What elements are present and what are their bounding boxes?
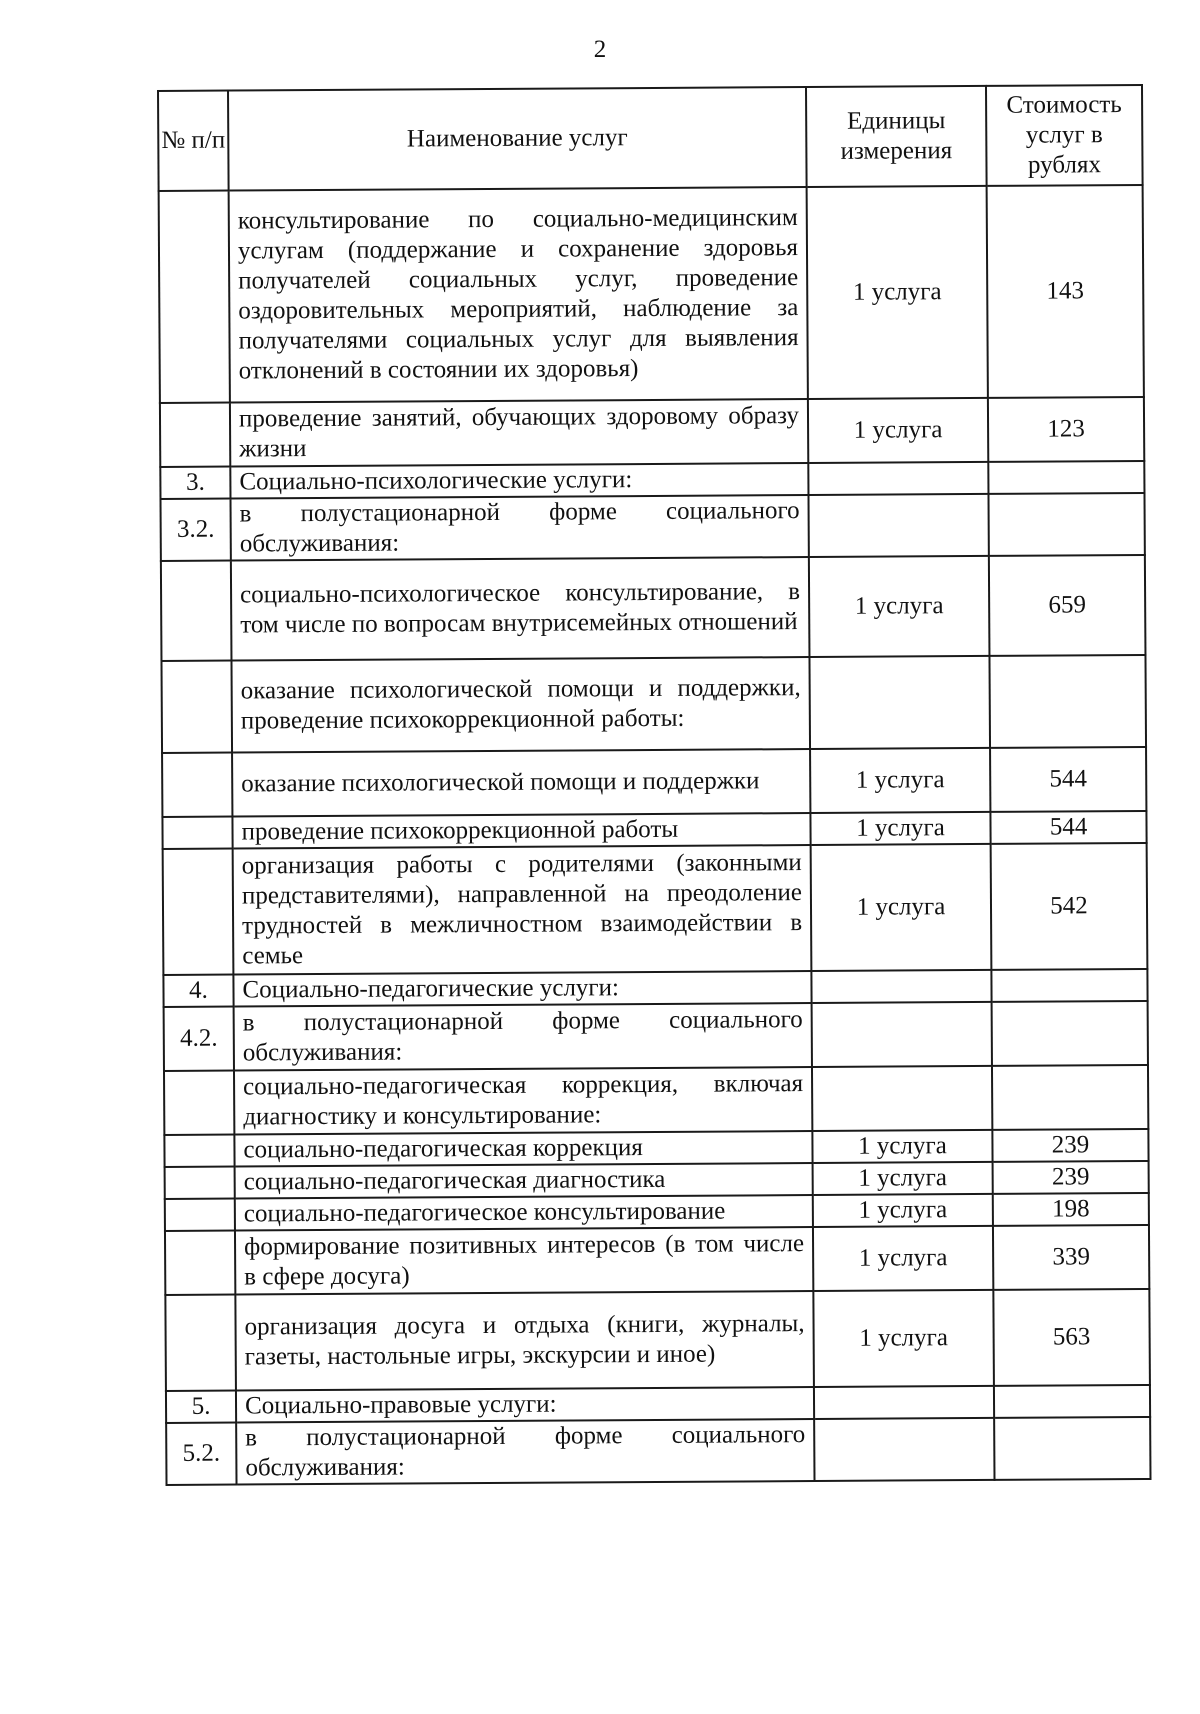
- table-row: [165, 1225, 1149, 1295]
- service-price: 339: [993, 1225, 1149, 1290]
- service-name: в полустационарной форме социального обслуживания:: [234, 1003, 812, 1071]
- row-number: 5.: [166, 1391, 236, 1423]
- unit-of-measure: 1 услуга: [813, 1162, 993, 1195]
- service-name: Социально-педагогические услуги:: [233, 971, 811, 1007]
- service-price: 143: [987, 185, 1144, 398]
- service-price: 239: [993, 1161, 1149, 1194]
- service-name: Социально-правовые услуги:: [236, 1387, 814, 1423]
- row-number: [162, 753, 232, 817]
- service-name: консультирование по социально-медицинским услугам (поддержание и сохранение здоровья получателей социальных услуг, проведение оздоровительных мероприятий, наблюдение за получателями социальных услуг для выявления отклонений в состоянии их здоровья): [229, 187, 808, 403]
- table-row: [164, 1065, 1148, 1135]
- row-number: 4.: [163, 975, 233, 1007]
- service-name: оказание психологической помощи и поддержки: [232, 749, 810, 817]
- row-number: [165, 1167, 235, 1199]
- service-price: [992, 1065, 1148, 1130]
- service-name: социально-педагогическая диагностика: [235, 1163, 813, 1199]
- service-name: проведение занятий, обучающих здоровому образу жизни: [230, 399, 808, 467]
- service-price: 542: [991, 843, 1148, 970]
- row-number: [161, 561, 232, 661]
- row-number: [164, 1071, 234, 1135]
- unit-of-measure: 1 услуга: [813, 1226, 993, 1291]
- unit-of-measure: [808, 462, 988, 495]
- service-name: оказание психологической помощи и поддержки, проведение психокоррекционной работы:: [231, 657, 810, 753]
- service-name: в полустационарной форме социального обслуживания:: [230, 495, 808, 561]
- table-row: [166, 1417, 1150, 1485]
- service-name: социально-психологическое консультирование, в том числе по вопросам внутрисемейных отношений: [231, 557, 810, 661]
- service-name: организация работы с родителями (законными представителями), направленной на преодоление трудностей в межличностном взаимодействии в семье: [233, 845, 812, 975]
- unit-of-measure: 1 услуга: [813, 1290, 994, 1387]
- service-price: [988, 461, 1144, 494]
- unit-of-measure: 1 услуга: [807, 186, 988, 399]
- row-number: [165, 1295, 236, 1391]
- table-row: [159, 185, 1144, 403]
- service-name: социально-педагогическая коррекция, включая диагностику и консультирование:: [234, 1067, 812, 1135]
- row-number: 5.2.: [166, 1423, 236, 1485]
- unit-of-measure: [812, 1002, 992, 1067]
- table-row: [160, 493, 1144, 561]
- service-name: формирование позитивных интересов (в том числе в сфере досуга): [235, 1227, 813, 1295]
- unit-of-measure: 1 услуга: [813, 1194, 993, 1227]
- unit-of-measure: [808, 494, 988, 557]
- unit-of-measure: [814, 1418, 994, 1481]
- table-row: [162, 747, 1146, 817]
- service-price: 544: [990, 747, 1146, 812]
- row-number: [160, 403, 230, 467]
- service-price: [994, 1385, 1150, 1418]
- service-name: проведение психокоррекционной работы: [232, 813, 810, 849]
- row-number: [163, 849, 234, 975]
- row-number: 3.: [160, 467, 230, 499]
- row-number: [165, 1231, 235, 1295]
- row-number: [161, 661, 232, 753]
- unit-of-measure: [811, 970, 991, 1003]
- page-number: 2: [593, 36, 607, 63]
- unit-of-measure: [812, 1066, 992, 1131]
- row-number: 4.2.: [164, 1007, 234, 1071]
- service-price: [994, 1417, 1150, 1480]
- unit-of-measure: [814, 1386, 994, 1419]
- table-row: [161, 655, 1146, 753]
- unit-of-measure: 1 услуга: [812, 1130, 992, 1163]
- row-number: [162, 817, 232, 849]
- table-header-row: [158, 85, 1143, 191]
- service-name: социально-педагогическое консультирование: [235, 1195, 813, 1231]
- service-price: 563: [993, 1289, 1150, 1386]
- service-name: Социально-психологические услуги:: [230, 463, 808, 499]
- unit-of-measure: 1 услуга: [809, 556, 990, 657]
- row-number: [159, 191, 230, 403]
- service-name: в полустационарной форме социального обслуживания:: [236, 1419, 814, 1485]
- service-name: социально-педагогическая коррекция: [234, 1131, 812, 1167]
- header-number: № п/п: [158, 91, 229, 191]
- table-row: [161, 555, 1146, 661]
- service-price: 239: [992, 1129, 1148, 1162]
- unit-of-measure: 1 услуга: [810, 748, 990, 813]
- services-price-table: [157, 84, 1152, 1486]
- service-price: 544: [990, 811, 1146, 844]
- table-row: [160, 397, 1144, 467]
- service-price: [989, 655, 1146, 748]
- table-row: [163, 843, 1148, 975]
- header-price: Стоимость услуг в рублях: [986, 85, 1143, 186]
- table-row: [165, 1289, 1150, 1391]
- row-number: [164, 1135, 234, 1167]
- table-row: [164, 1001, 1148, 1071]
- service-name: организация досуга и отдыха (книги, журналы, газеты, настольные игры, экскурсии и иное): [235, 1291, 814, 1391]
- row-number: 3.2.: [160, 499, 230, 561]
- row-number: [165, 1199, 235, 1231]
- header-service-name: Наименование услуг: [228, 87, 807, 191]
- service-price: [992, 1001, 1148, 1066]
- unit-of-measure: 1 услуга: [808, 398, 988, 463]
- unit-of-measure: 1 услуга: [811, 844, 992, 971]
- unit-of-measure: 1 услуга: [810, 812, 990, 845]
- unit-of-measure: [809, 656, 990, 749]
- service-price: [991, 969, 1147, 1002]
- service-price: [988, 493, 1144, 556]
- header-unit: Единицы измерения: [806, 86, 987, 187]
- service-price: 123: [988, 397, 1144, 462]
- service-price: 659: [989, 555, 1146, 656]
- service-price: 198: [993, 1193, 1149, 1226]
